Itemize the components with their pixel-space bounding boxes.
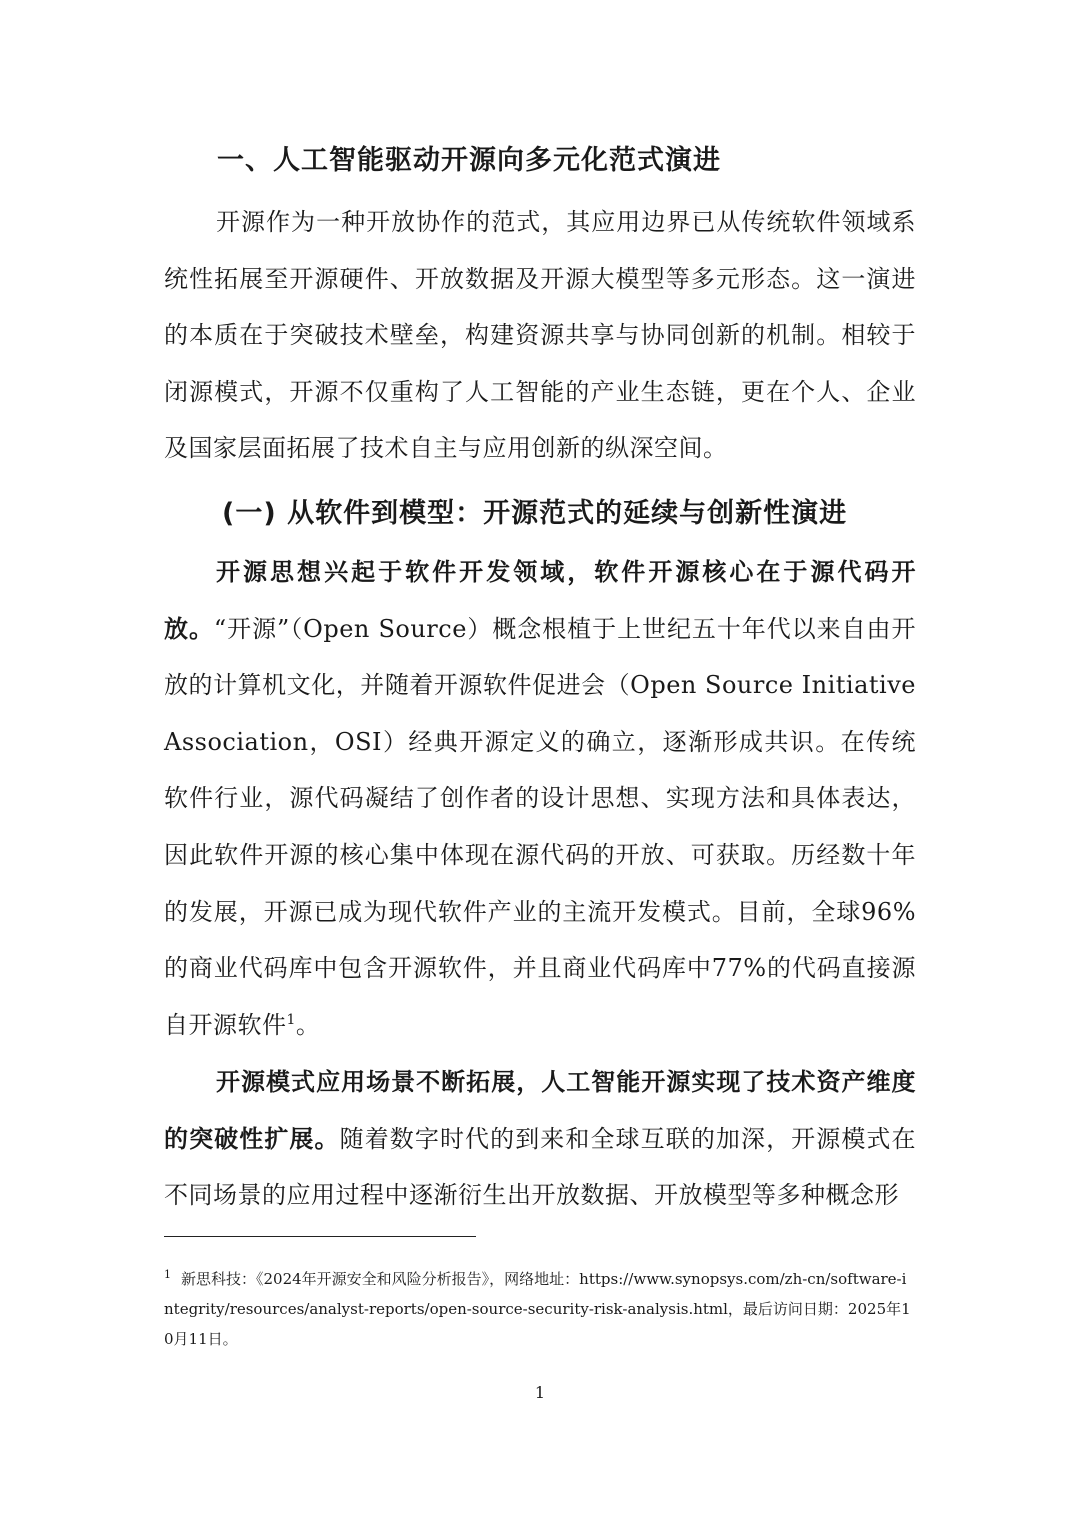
subsection-heading: (一) 从软件到模型：开源范式的延续与创新性演进 — [222, 498, 848, 529]
section-heading: 一、人工智能驱动开源向多元化范式演进 — [217, 145, 721, 176]
footnote — [164, 1264, 916, 1354]
footnote-text: 新思科技：《2024年开源安全和风险分析报告》，网络地址：https://www.synopsys.com/zh-cn/software-integrity/resources/analyst-reports/open-source-security-risk-analysis.html，最后访问日期：2025年10月11日。 — [164, 1270, 911, 1348]
paragraph-lead: 开源模式应用场景不断拓展，人工智能开源实现了技术资产维度的突破性扩展。 — [164, 1068, 916, 1153]
paragraph-body: 随着数字时代的到来和全球互联的加深，开源模式在不同场景的应用过程中逐渐衍生出开放数据、开放模型等多种概念形 — [164, 1124, 917, 1210]
paragraph-intro: 开源作为一种开放协作的范式，其应用边界已从传统软件领域系统性拓展至开源硬件、开放数据及开源大模型等多元形态。这一演进的本质在于突破技术壁垒，构建资源共享与协同创新的机制。相较于闭源模式，开源不仅重构了人工智能的产业生态链，更在个人、企业及国家层面拓展了技术自主与应用创新的纵深空间。 — [164, 208, 916, 463]
paragraph-lead: 开源思想兴起于软件开发领域，软件开源核心在于源代码开放。 — [164, 558, 916, 643]
page-number: 1 — [534, 1383, 546, 1402]
footnote-divider — [164, 1236, 476, 1237]
paragraph-body: “开源”（Open Source）概念根植于上世纪五十年代以来自由开放的计算机文化，并随着开源软件促进会（Open Source Initiative Association，OSI）经典开源定义的确立，逐渐形成共识。在传统软件行业，源代码凝结了创作者的设计思想、实现方法和具体表达，因此软件开源的核心集中体现在源代码的开放、可获取。历经数十年的发展，开源已成为现代软件产业的主流开发模式。目前，全球96%的商业代码库中包含开源软件，并且商业代码库中77%的代码直接源自开源软件 — [164, 614, 916, 1039]
paragraph-software-to-model — [164, 544, 916, 1053]
paragraph-ai-open-source — [164, 1054, 916, 1224]
footnote-mark: 1 — [164, 1268, 171, 1281]
paragraph-end: 。 — [295, 1010, 321, 1039]
footnote-reference[interactable]: 1 — [286, 1011, 296, 1028]
